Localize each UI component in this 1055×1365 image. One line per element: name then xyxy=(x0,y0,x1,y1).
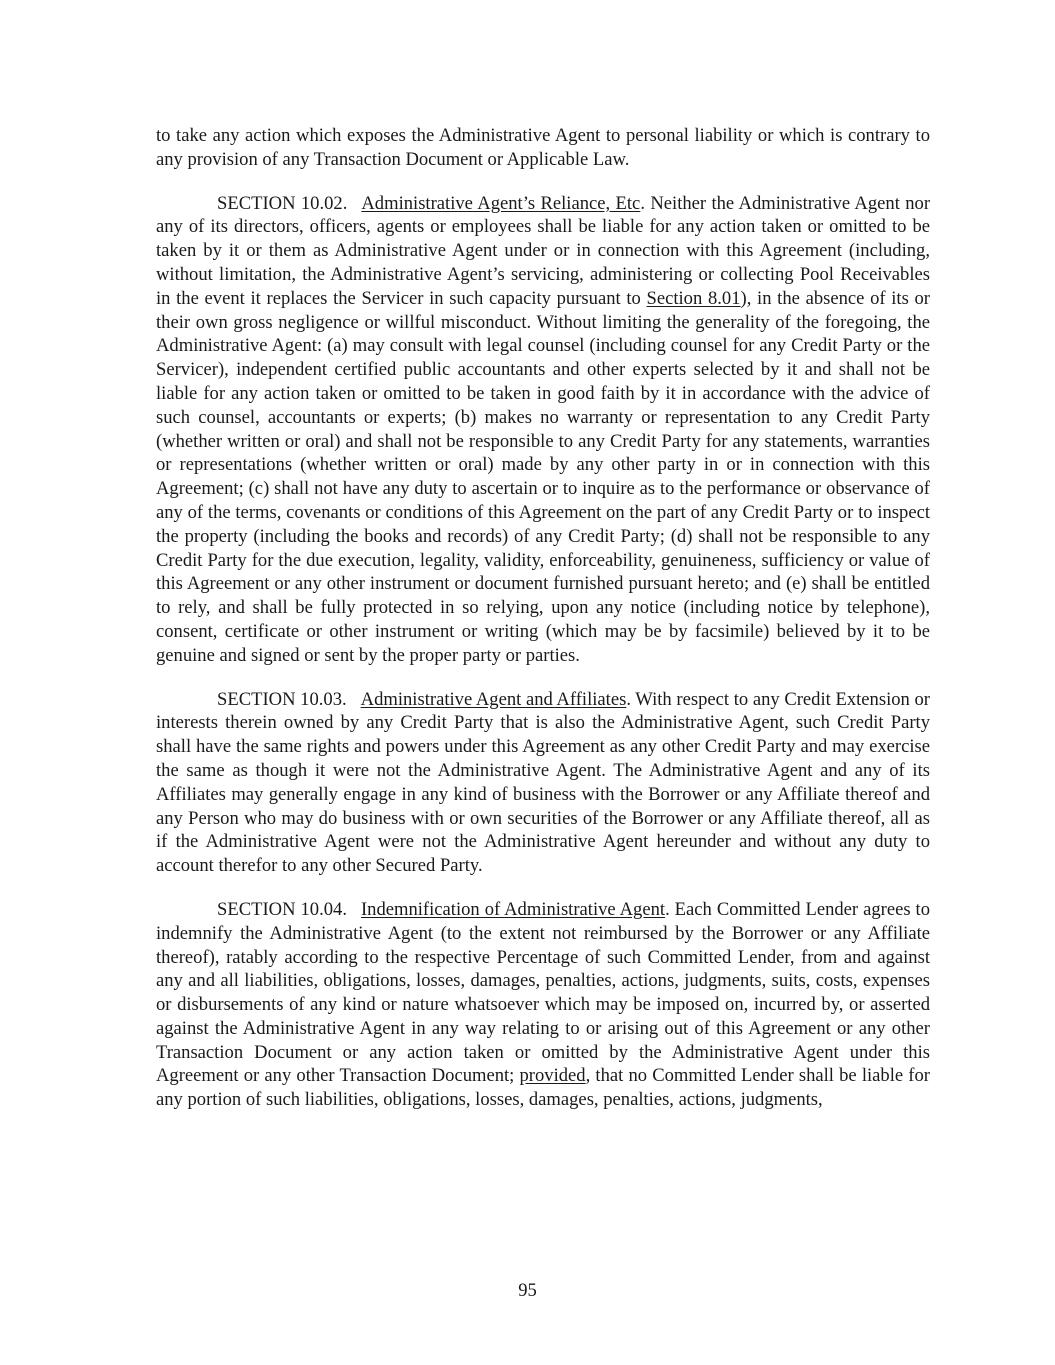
section-text: . With respect to any Credit Extension or interests therein owned by any Credit Party that is also the Administrative Agent, such Credit Party shall have the same rights and powers under this Agreement as any other Credit Party and may exercise the same as though it were not the Administrative Agent. The Administrative Agent and any of its Affiliates may generally engage in any kind of business with the Borrower or any Affiliate thereof and any Person who may do business with or own securities of the Borrower or any Affiliate thereof, all as if the Administrative Agent were not the Administrative Agent hereunder and without any duty to account therefor to any other Secured Party. xyxy=(156,688,930,877)
section-text: ), in the absence of its or their own gross negligence or willful misconduct. Without limiting the generality of the foregoing, the Administrative Agent: (a) may consult with legal counsel (including counsel for any Credit Party or the Servicer), independent certified public accountants and other experts selected by it and shall not be liable for any action taken or omitted to be taken in good faith by it in accordance with the advice of such counsel, accountants or experts; (b) makes no warranty or representation to any Credit Party (whether written or oral) and shall not be responsible to any Credit Party for any statements, warranties or representations (whether written or oral) made by any other party in or in connection with this Agreement; (c) shall not have any duty to ascertain or to inquire as to the performance or observance of any of the terms, covenants or conditions of this Agreement on the part of any Credit Party or to inspect the property (including the books and records) of any Credit Party; (d) shall not be responsible to any Credit Party for the due execution, legality, validity, enforceability, genuineness, sufficiency or value of this Agreement or any other instrument or document furnished pursuant hereto; and (e) shall be entitled to rely, and shall be fully protected in so relying, upon any notice (including notice by telephone), consent, certificate or other instrument or writing (which may be by facsimile) believed by it to be genuine and signed or sent by the proper party or parties. xyxy=(156,287,930,666)
section-title: Administrative Agent and Affiliates xyxy=(360,688,627,710)
section-number: SECTION 10.04. xyxy=(217,898,347,920)
section-text: . Neither the Administrative Agent nor any of its directors, officers, agents or employees shall be liable for any action taken or omitted to be taken by it or them as Administrative Agent under or in connection with this Agreement (including, without limitation, the Administrative Agent’s servicing, administering or collecting Pool Receivables in the event it replaces the Servicer in such capacity pursuant to xyxy=(156,192,931,309)
page-number: 95 xyxy=(518,1280,537,1301)
section-title: Administrative Agent’s Reliance, Etc xyxy=(361,192,641,214)
section-title: Indemnification of Administrative Agent xyxy=(360,898,666,920)
section-text: . Each Committed Lender agrees to indemnify the Administrative Agent (to the extent not reimbursed by the Borrower or any Affiliate thereof), ratably according to the respective Percentage of such Committed Lender, from and against any and all liabilities, obligations, losses, damages, penalties, actions, judgments, suits, costs, expenses or disbursements of any kind or nature whatsoever which may be imposed on, incurred by, or asserted against the Administrative Agent in any way relating to or arising out of this Agreement or any other Transaction Document or any action taken or omitted by the Administrative Agent under this Agreement or any other Transaction Document; xyxy=(156,898,930,1087)
section-10-03 xyxy=(156,688,930,878)
section-10-04 xyxy=(156,898,930,1112)
section-text: , that no Committed Lender shall be liable for any portion of such liabilities, obligations, losses, damages, penalties, actions, judgments, xyxy=(156,1065,930,1111)
document-body xyxy=(156,124,930,1132)
section-10-02 xyxy=(156,192,930,668)
section-number: SECTION 10.02. xyxy=(217,192,348,214)
intro-paragraph: to take any action which exposes the Administrative Agent to personal liability or which is contrary to any provision of any Transaction Document or Applicable Law. xyxy=(156,125,930,170)
proviso-term: provided xyxy=(519,1065,586,1087)
section-number: SECTION 10.03. xyxy=(217,688,347,710)
section-reference: Section 8.01 xyxy=(646,287,741,309)
